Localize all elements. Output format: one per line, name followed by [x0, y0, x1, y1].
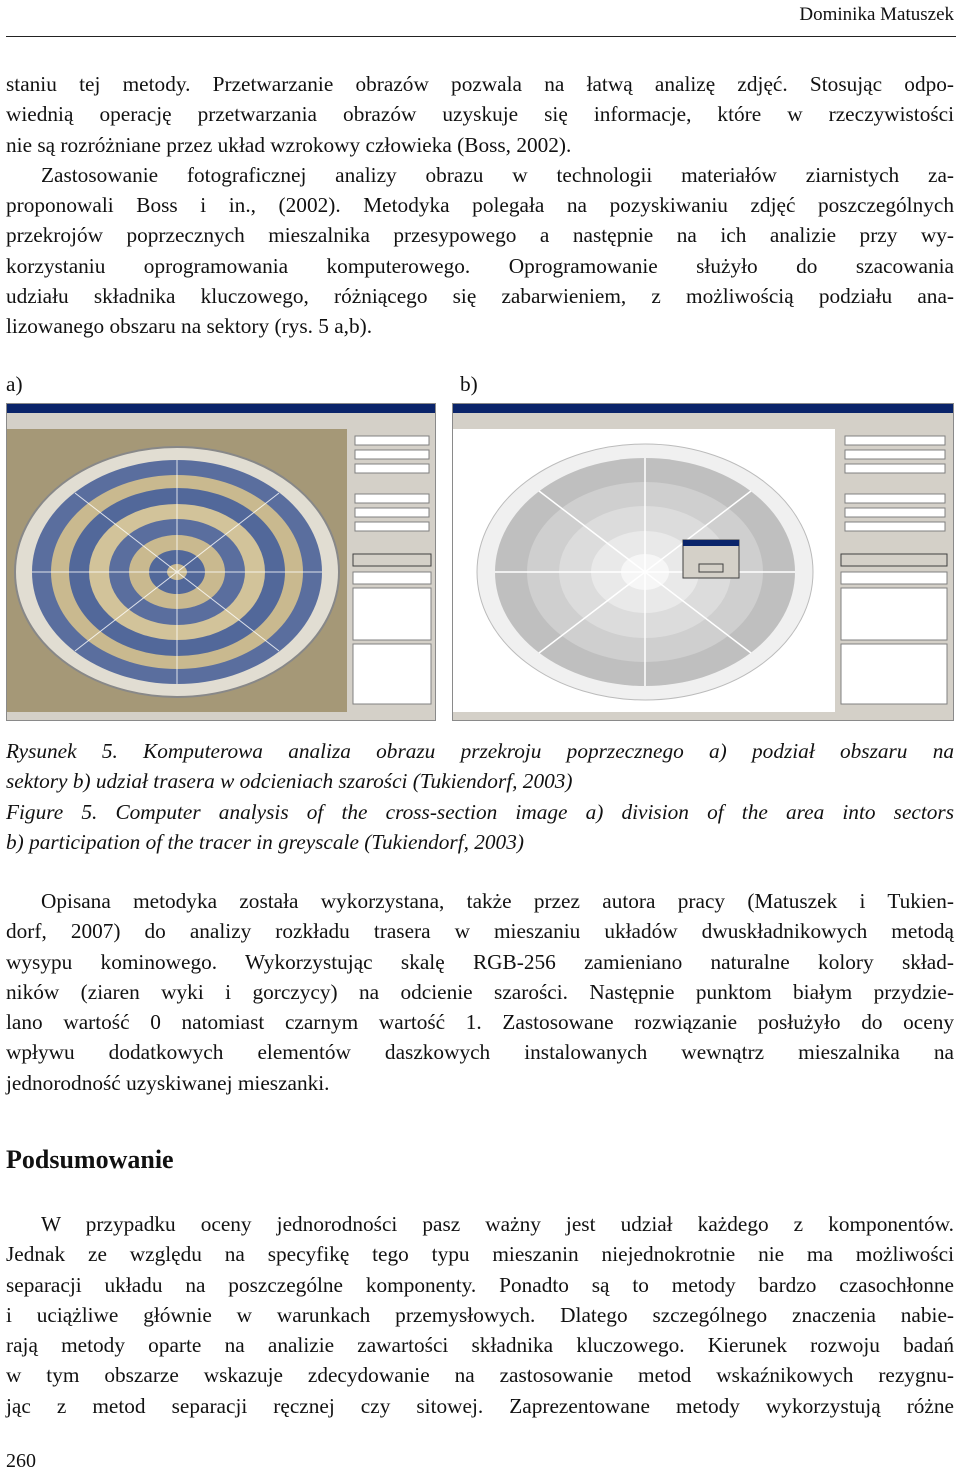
text-line: wpływu dodatkowych elementów daszkowych instalowanych wewnątrz mieszalnika na: [6, 1040, 954, 1065]
text-line: wysypu kominowego. Wykorzystując skalę RGB-256 zamieniano naturalne kolory skład-: [6, 949, 954, 974]
text-line: rają metody oparte na analizie zawartości składnika kluczowego. Kierunek rozwoju badań: [6, 1333, 954, 1358]
caption-line: b) participation of the tracer in greyscale (Tukiendorf, 2003): [6, 830, 524, 855]
caption-line: Figure 5. Computer analysis of the cross-section image a) division of the area into sectors: [6, 800, 954, 824]
body-paragraph-3: [6, 1209, 954, 1421]
figure-5a-screenshot: [6, 403, 436, 721]
running-head: [0, 0, 960, 38]
body-paragraph-1: [6, 69, 954, 342]
figure-5a-image: [7, 404, 435, 720]
text-line: lano wartość 0 natomiast czarnym wartość 1. Zastosowane rozwiązanie posłużyło do oceny: [6, 1010, 954, 1035]
text-line: korzystaniu oprogramowania komputerowego. Oprogramowanie służyło do szacowania: [6, 253, 954, 278]
text-line: w tym obszarze wskazuje zdecydowanie na zastosowanie metod wskaźnikowych rezygnu-: [6, 1363, 954, 1388]
figure-label-a: a): [6, 372, 23, 396]
text-line: udziału składnika kluczowego, różniącego się zabarwieniem, z możliwością podziału ana-: [6, 284, 954, 309]
text-line: nie są rozróżniane przez układ wzrokowy człowieka (Boss, 2002).: [6, 132, 572, 157]
text-line: Jednak ze względu na specyfikę tego typu mieszanin niejednokrotnie nie ma możliwości: [6, 1242, 954, 1267]
figure-caption-pl: [6, 736, 954, 797]
caption-line: Rysunek 5. Komputerowa analiza obrazu przekroju poprzecznego a) podział obszaru na: [6, 739, 954, 763]
text-line: separacji układu na poszczególne komponenty. Ponadto są to metody bardzo czasochłonne: [6, 1272, 954, 1297]
text-line: dorf, 2007) do analizy rozkładu trasera w mieszaniu układów dwuskładnikowych metodą: [6, 919, 954, 944]
text-line: ników (ziaren wyki i gorczycy) na odcienie szarości. Następnie punktom białym przydzie-: [6, 979, 954, 1004]
figure-caption-en: [6, 797, 954, 858]
caption-line: sektory b) udział trasera w odcieniach szarości (Tukiendorf, 2003): [6, 769, 573, 794]
figure-5b-screenshot: [452, 403, 954, 721]
text-line: proponowali Boss i in., (2002). Metodyka polegała na pozyskiwaniu zdjęć poszczególnych: [6, 193, 954, 218]
text-line: jąc z metod separacji ręcznej czy sitowej. Zaprezentowane metody wykorzystują różne: [6, 1393, 954, 1418]
page-number: 260: [6, 1450, 36, 1472]
text-line: W przypadku oceny jednorodności pasz ważny jest udział każdego z komponentów.: [41, 1212, 954, 1236]
text-line: staniu tej metody. Przetwarzanie obrazów pozwala na łatwą analizę zdjęć. Stosując odpo-: [6, 72, 954, 96]
text-line: wiednią operację przetwarzania obrazów uzyskuje się informacje, które w rzeczywistości: [6, 102, 954, 127]
text-line: lizowanego obszaru na sektory (rys. 5 a,b).: [6, 314, 373, 339]
section-title: Podsumowanie: [6, 1145, 174, 1174]
figure-5b-image: [453, 404, 953, 720]
text-line: przekrojów poprzecznych mieszalnika przesypowego a następnie na ich analizie przy wy-: [6, 223, 954, 248]
text-line: Zastosowanie fotograficznej analizy obrazu w technologii materiałów ziarnistych za-: [41, 162, 954, 187]
text-line: i uciążliwe głównie w warunkach przemysłowych. Dlatego szczególnego znaczenia nabie-: [6, 1302, 954, 1327]
text-line: jednorodność uzyskiwanej mieszanki.: [6, 1070, 330, 1095]
figure-label-b: b): [460, 372, 478, 396]
running-head-author: Dominika Matuszek: [799, 4, 954, 25]
body-paragraph-2: [6, 886, 954, 1098]
text-line: Opisana metodyka została wykorzystana, także przez autora pracy (Matuszek i Tukien-: [41, 889, 954, 913]
header-rule: [6, 36, 956, 37]
